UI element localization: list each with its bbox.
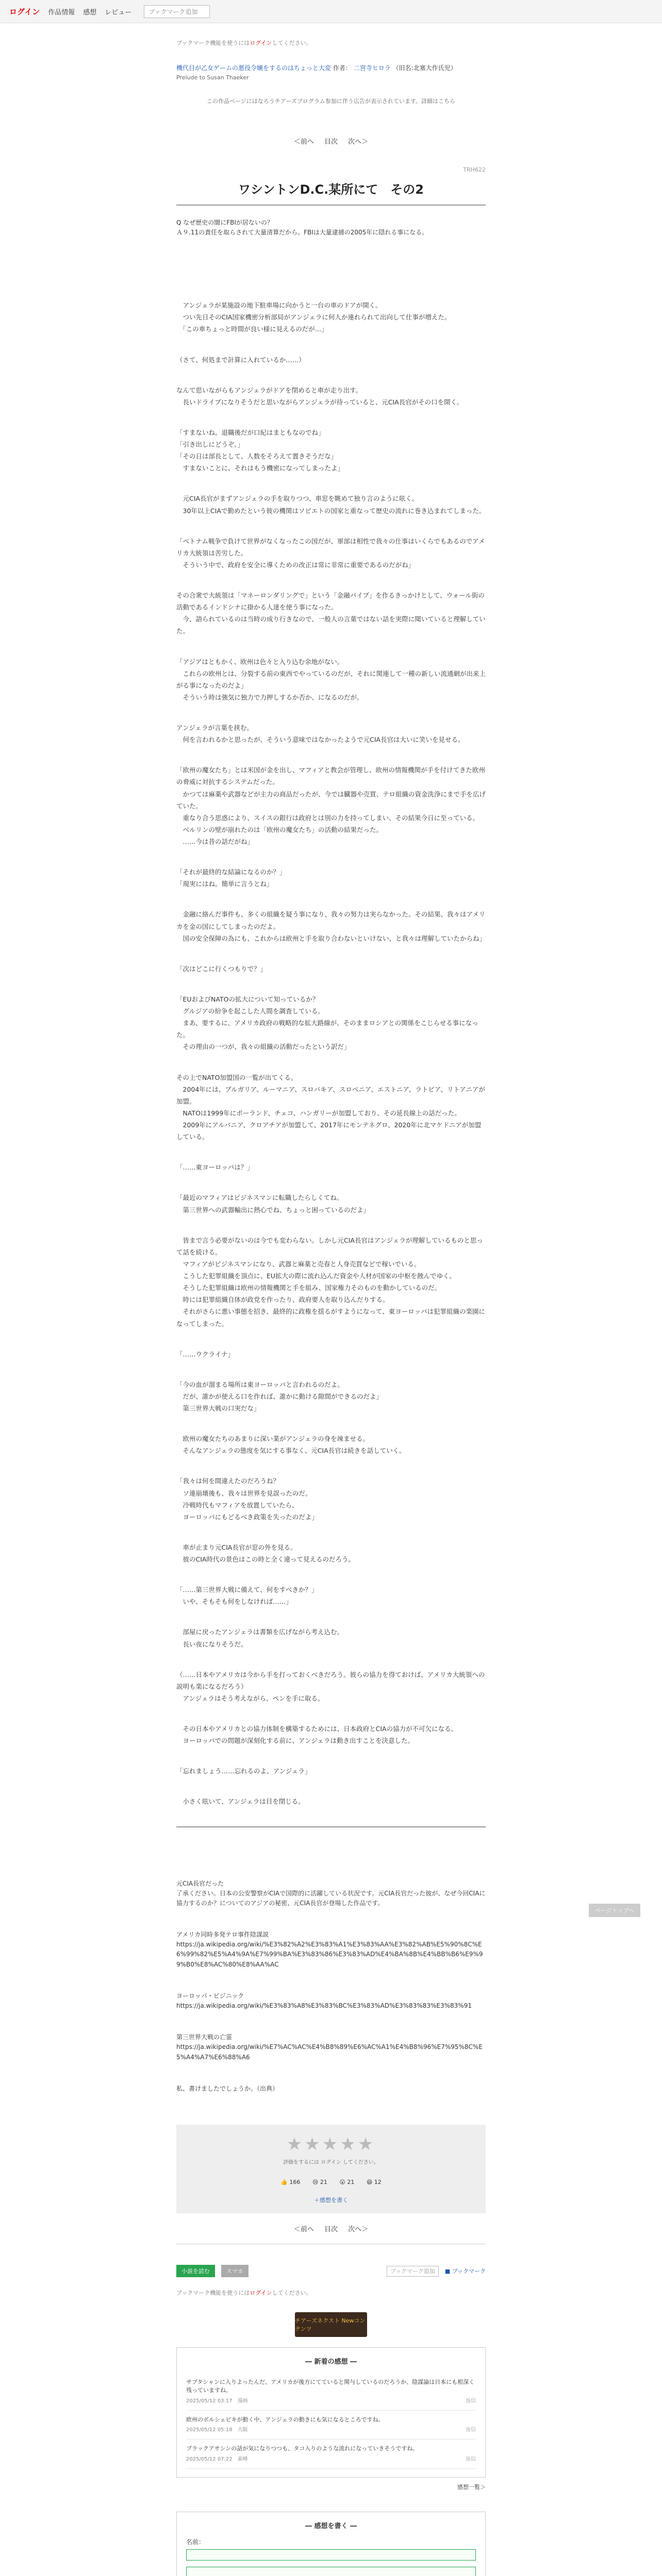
body-paragraph: 欧州の魔女たちのあまりに深い業がアンジェラの身を竦ませる。 そんなアンジェラの態度を気にする事なく、元CIA長官は続きを話していく。 [183, 1435, 406, 1455]
notice-login-link[interactable]: ログイン [250, 2289, 272, 2296]
body-paragraph: 「……ウクライナ」 [176, 1350, 235, 1358]
body-paragraph: なんて思いながらもアンジェラがドアを閉めると車が走り出す。 長いドライブになりそうだと思いながらアンジェラが待っていると、元CIA長官がその口を開く。 [176, 386, 464, 406]
nav-reviews[interactable]: 感想 [83, 8, 97, 16]
bookmark-add-button[interactable]: ブックマーク追加 [144, 5, 210, 18]
afterword-closing: 私、書けましたでしょうか。（出典） [176, 2084, 279, 2092]
body-paragraph: 元CIA長官がまずアンジェラの手を取りつつ、車窓を眺めて独り言のように呟く。 30年以上CIAで勤めたという彼の機関はソビエトの国家と重なって歴史の流れに巻き込まれてしまった。 [183, 495, 486, 515]
ref-title: アメリカ同時多発テロ事件陰謀説 [176, 1931, 269, 1939]
reaction-wow[interactable]: 😮 21 [339, 2178, 355, 2185]
ref-link[interactable]: https://ja.wikipedia.org/wiki/%E7%AC%AC%E4%B8%89%E6%AC%A1%E4%B8%96%E7%95%8C%E5%A4%A7%E6%88%A6 [176, 2043, 483, 2061]
review-text: ブラックアサシンの話が気になりつつも、タコ入りのような流れになっていきそうですね。 [186, 2445, 419, 2452]
body-paragraph: 「我々は何を間違えたのだろうね？ ソ連崩壊後も、我々は世界を見誤ったのだ。 冷戦時代もマフィアを放置していたら、 ヨーロッパにもどるべき政策を失ったのだよ」 [176, 1477, 318, 1521]
review-meta: 2025/05/12 03:17 漫画 [186, 2398, 248, 2404]
prev-link[interactable]: ＜前へ [293, 138, 314, 146]
afterword-divider [176, 1826, 486, 1827]
body-paragraph: 部屋に戻ったアンジェラは書類を広げながら考え込む。 長い夜になりそうだ。 [183, 1628, 343, 1648]
body-paragraph: アンジェラが某施設の地下駐車場に向かうと一台の車のドアが開く。 つい先日そのCIA国家機密分析部局がアンジェラに何人か連れられて出向して仕事が増えた。 「この車ちょっと時間が良い様に見えるのだが…」 [183, 301, 451, 333]
body-paragraph: 「忘れましょう……忘れるのよ、アンジェラ」 [176, 1767, 311, 1775]
body-paragraph: 「今の血が溜まる場所は東ヨーロッパと言われるのだよ。 だが、誰かが使える口を作れば、誰かに動ける隙間ができるのだよ」 第三世界大戦の口実だな」 [176, 1380, 383, 1413]
star-rating[interactable]: ★★★★★ [286, 2133, 376, 2155]
body-paragraph: 「次はどこに行くつもりで？」 [176, 964, 267, 973]
body-paragraph: その上でNATO加盟国の一覧が出てくる。 2004年には、ブルガリア、ルーマニア、スロバキア、スロベニア、エストニア、ラトビア、リトアニアが加盟。 NATOは1999年にポーランド、チェコ、ハンガリーが加盟しており、その延長線上の話だった。 2009年にアルバニア、クロアチアが加盟して、2017年にモンテネグロ、2020年に北マケドニアが加盟している。 [176, 1073, 485, 1141]
review-meta: 2025/05/12 05:18 大阪 [186, 2427, 248, 2433]
next-link[interactable]: 次へ＞ [348, 2225, 369, 2233]
bookmark-add-field[interactable]: ブックマーク追加 [387, 2266, 439, 2277]
review-item [186, 2373, 476, 2411]
review-textarea[interactable] [186, 2567, 476, 2576]
toc-link[interactable]: 目次 [324, 138, 338, 146]
read-novel-button[interactable]: 小説を読む [176, 2265, 215, 2277]
title-divider [176, 205, 486, 206]
rating-panel [176, 2125, 486, 2213]
translator-line: Prelude to Susan Thaeker [176, 74, 249, 81]
cheers-banner[interactable] [295, 2312, 367, 2337]
nav-info[interactable]: 作品情報 [48, 8, 75, 16]
body-paragraph: 「最近のマフィアはピジネスマンに転職したらしくてね。 第三世界への武器輸出に熱心でね、ちょっと困っているのだよ」 [176, 1194, 370, 1214]
reaction-laugh[interactable]: 😄 12 [366, 2178, 382, 2185]
bookmark-search [387, 2267, 439, 2275]
reaction-good[interactable]: 👍 166 [280, 2178, 301, 2185]
body-paragraph: 「EUおよびNATOの拡大について知っているか？ グルジアの紛争を起こした人間を調査している。 まあ、要するに、アメリカ政府の戦略的な拡大路線が、そのままロシアとの関係をこじらせる事になった。 その理由の一つが、我々の組織の活動だったという訳だ」 [176, 995, 478, 1051]
login-link[interactable]: ログイン [9, 7, 40, 16]
login-notice-bottom: ブックマーク機能を使うにはログインしてください。 [176, 2289, 312, 2296]
action-bar [176, 2265, 486, 2277]
body-paragraph: 「すまないね。退職後だが口紀はまともなのでね」 「引き出しにどうぞ。」 「その日は部長として、人数をそろえて置きそうだな」 すまないことに、それはもう機密になってしまったよ」 [176, 428, 344, 472]
toc-link[interactable]: 目次 [324, 2225, 338, 2233]
reaction-sad[interactable]: 😢 21 [312, 2178, 327, 2185]
chapter-body [176, 299, 486, 1807]
new-reviews-box [176, 2347, 486, 2478]
main-content [176, 39, 634, 2576]
more-reviews-link[interactable]: 感想一覧＞ [457, 2483, 486, 2490]
chapter-title: ワシントンD.C.某所にて その2 [238, 182, 424, 197]
pr-notice[interactable]: この作品ページにはなろうチアーズプログラム参加に伴う広告が表示されています。詳細はこちら [207, 97, 455, 105]
notice-login-link[interactable]: ログイン [250, 40, 272, 46]
rating-note: 評価をするには ログイン してください。 [283, 2159, 379, 2165]
write-review-link[interactable]: ＋感想を書く [314, 2196, 348, 2204]
pager-bottom [176, 2224, 486, 2233]
login-notice: ブックマーク機能を使うにはログインしてください。 [176, 40, 312, 46]
body-paragraph: （……日本やアメリカは今から手を打っておくべきだろう。彼らの協力を得ておけば、アメリカ大統領への説明も楽になるだろう） アンジェラはそう考えながら、ペンを手に取る。 [176, 1670, 485, 1702]
review-text: 欧州のボルシェビキが動く中、アンジェラの動きにも気になるところですね。 [186, 2416, 384, 2423]
author-label: 作者： [333, 64, 352, 72]
body-paragraph: 「それが最終的な結論になるのか？」 「現実にはね。簡単に言うとね」 [176, 868, 286, 888]
author-note: （旧名:北塞大作氏児） [392, 64, 457, 72]
prev-link[interactable]: ＜前へ [293, 2225, 314, 2233]
body-paragraph: その合衆で大統領は「マネーロンダリングで」という「金融パイプ」を作るきっかけとして、ウォール街の活動であるインドシナに掛かる人達を使う事になった。 今、語られているのは当時の成り行きなので、一般人の言葉ではない話を実際に聞いていると理解していた。 [176, 591, 486, 635]
pager-top [176, 136, 486, 146]
cheers-banner-text: チアーズネクスト Newコンテンツ [295, 2317, 366, 2332]
afterword [176, 1879, 486, 2094]
reactions [187, 2179, 475, 2185]
body-paragraph: アンジェラが言葉を挟む。 何を言われるかと思ったが、そういう意味ではなかったようで元CIA長官は大いに笑いを見せる。 [176, 724, 465, 744]
body-paragraph: その日本やアメリカとの協力体制を構築するためには、日本政府とCIAの協力が不可欠になる。 ヨーロッパでの問題が深刻化する前に、アンジェラは動き出すことを決意した。 [183, 1725, 458, 1745]
review-item [186, 2411, 476, 2440]
ref-title: 第三世界大戦の亡霊 [176, 2033, 233, 2041]
work-title-link[interactable]: 機代目が乙女ゲームの悪役令嬢をするのはちょっと大変 [176, 64, 332, 72]
reply-link[interactable]: 返信 [466, 2398, 476, 2404]
name-input[interactable] [186, 2549, 476, 2561]
ref-link[interactable]: https://ja.wikipedia.org/wiki/%E3%82%A2%E3%83%A1%E3%83%AA%E3%82%AB%E5%90%8C%E6%99%82%E5%A4%9A%E7%99%BA%E3%83%86%E3%83%AD%E4%BA%8B%E4%BB%B6%E9%99%B0%E8%AC%80%E8%AA%AC [176, 1941, 483, 1968]
author-link[interactable]: 二宮寺ヒロラ [353, 64, 391, 72]
body-paragraph: 皆まで言う必要がないのは今でも変わらない。しかし元CIA長官はアンジェラが理解しているものと思って話を続ける。 マフィアがビジネスマンになり、武器と麻薬と売春と人身売買などで稼いでいる。 こうした犯罪組織を頂点に、EU拡大の際に流れ込んだ資金や人材が国家の中枢を蝕んでゆく。 そうした犯罪組織は欧州の情報機関と手を組み、国家権力そのものを動かしているのだ。 時には犯罪組織自体が政党を作ったり、政府要人を取り込んだりする。 それがさらに悪い事態を招き、最終的に政権を揺るがすようになって、東ヨーロッパは犯罪組織の楽園になってしまった。 [176, 1236, 486, 1328]
write-review-box [176, 2512, 486, 2576]
bookmark-button[interactable]: ■ ブックマーク [444, 2267, 486, 2275]
page-top-button[interactable]: ページトップへ [589, 1904, 640, 1917]
reply-link[interactable]: 返信 [466, 2456, 476, 2462]
body-paragraph: 「……東ヨーロッパは？」 [176, 1163, 254, 1172]
body-paragraph: 「欧州の魔女たち」とは米国が金を出し、マフィアと教会が管理し、欧州の情報機関が手を付けてきた欧州の脅威に対抗するシステムだった。 かつては麻薬や武器などが主力の商品だったが、今では臓器や売買、テロ組織の資金洗浄にまで手を広げていた。 重なり合う思惑により、スイスの銀行は政府とは別の力を持ってしまい、その結果今日に至っている。 ベルリンの壁が崩れたのは「欧州の魔女たち」の活動の結果だった。 ……今は昔の話だがね」 [176, 766, 486, 846]
body-paragraph: 「……第三世界大戦に備えて、何をすべきか？」 いや、そもそも何をしなければ……」 [176, 1586, 318, 1606]
next-link[interactable]: 次へ＞ [348, 138, 369, 146]
work-info [176, 63, 486, 82]
review-meta: 2025/05/12 07:22 東峰 [186, 2456, 248, 2462]
mobile-button[interactable]: スマホ [221, 2265, 249, 2277]
foreword: Q なぜ歴史の闇にFBIが居ないの？ Ａ９.11の責任を取らされて大量清算だから。FBIは大量逮捕の2005年に隠れる事になる。 [176, 218, 428, 236]
body-paragraph: 「ベトナム戦争で負けて世界がなくなったこの国だが、軍部は相性で我々の仕事はいくらでもあるのでアメリカ大統領は苦労した。 そういう中で、政府を安全に導くための改正は常に非常に重要であるのだがね」 [176, 537, 485, 569]
name-label: 名前： [186, 2538, 205, 2546]
body-paragraph: 小さく呟いて、アンジェラは目を閉じる。 [176, 1798, 305, 1806]
body-paragraph: 車が止まり元CIA長官が窓の外を見る。 彼のCIA時代の景色はこの時と全く違って見えるのだろう。 [183, 1543, 355, 1564]
review-item [186, 2439, 476, 2469]
review-text: サブタシャンに入りよったんだ、アメリカが後方にてていると関与しているのだろうか、陰謀論は日本にも根深く残っていますね。 [186, 2378, 475, 2394]
reply-link[interactable]: 返信 [466, 2427, 476, 2433]
top-bar [0, 0, 662, 23]
ref-title: ヨーロッパ・ビジニック [176, 1992, 244, 1999]
write-review-title: ― 感想を書く ― [305, 2522, 357, 2530]
ref-link[interactable]: https://ja.wikipedia.org/wiki/%E3%83%A8%E3%83%BC%E3%83%AD%E3%83%83%E3%83%91 [176, 2002, 472, 2010]
nav-review[interactable]: レビュー [105, 8, 132, 16]
body-paragraph: （さて、何処まで計算に入れているか……） [176, 355, 305, 364]
chapter-date: TRH622 [463, 166, 486, 173]
body-paragraph: 「アジアはともかく、欧州は色々と入り込む余地がない。 これらの欧州とは、分裂する前の東西でやっているのだが、それに関連して一種の新しい流通網が出来上がる事になったのだよ」 そういう時は強気に独力で力押しするか否か、になるのだが。 [176, 657, 486, 701]
afterword-lead: 元CIA長官だった 了承ください。日本の公安警察がCIAで国際的に活躍している状況です。元CIA長官だった彼が、なぜ今回CIAに協力するのか？についてのアジアの秘密、元CIA長官が登場した作品です。 [176, 1879, 486, 1907]
body-paragraph: 金融に絡んだ事件も、多くの組織を疑う事になり、我々の努力は実らなかった。その結果、我々はアメリカを金の国にしてしまったのだよ。 国の安全保障の為にも、これからは欧州と手を取り合わないといけない、と我々は理解していたからね」 [176, 910, 486, 942]
new-reviews-title: ― 新着の感想 ― [305, 2358, 357, 2366]
